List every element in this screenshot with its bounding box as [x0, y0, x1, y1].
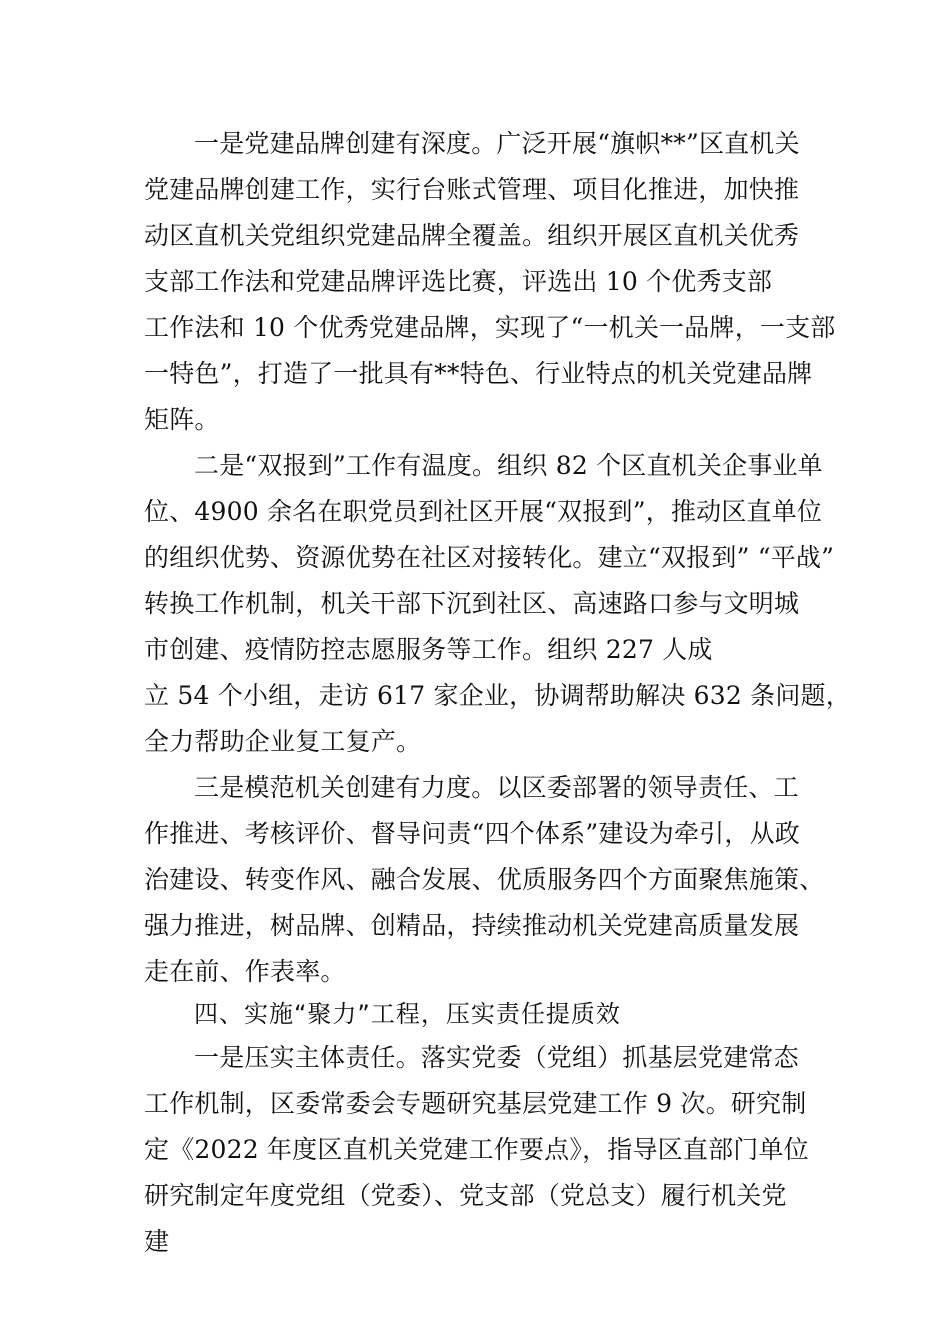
paragraph-3-line-1: 三是模范机关创建有力度。以区委部署的领导责任、工 [194, 773, 799, 802]
section-heading: 四、实施“聚力”工程，压实责任提质效 [194, 1000, 621, 1028]
paragraph-5-line-5: 建 [144, 1227, 170, 1256]
paragraph-1-line-4: 支部工作法和党建品牌评选比赛，评选出 10 个优秀支部 [144, 267, 773, 296]
paragraph-3-line-4: 强力推进，树品牌、创精品，持续推动机关党建高质量发展 [144, 911, 800, 940]
paragraph-2-line-3: 的组织优势、资源优势在社区对接转化。建立“双报到” “平战” [144, 543, 835, 572]
paragraph-2-line-6: 立 54 个小组，走访 617 家企业，协调帮助解决 632 条问题， [144, 681, 851, 710]
paragraph-5-line-4: 研究制定年度党组（党委）、党支部（党总支）履行机关党 [144, 1181, 787, 1210]
paragraph-3-line-5: 走在前、作表率。 [144, 957, 346, 986]
paragraph-3-line-2: 作推进、考核评价、督导问责“四个体系”建设为牵引，从政 [144, 819, 800, 848]
paragraph-2-line-7: 全力帮助企业复工复产。 [144, 727, 422, 756]
paragraph-2-line-4: 转换工作机制，机关干部下沉到社区、高速路口参与文明城 [144, 589, 800, 618]
paragraph-3-line-3: 治建设、转变作风、融合发展、优质服务四个方面聚焦施策、 [144, 865, 825, 894]
paragraph-5-line-3: 定《2022 年度区直机关党建工作要点》，指导区直部门单位 [144, 1135, 809, 1164]
paragraph-1-line-3: 动区直机关党组织党建品牌全覆盖。组织开展区直机关优秀 [144, 221, 800, 250]
paragraph-1-line-2: 党建品牌创建工作，实行台账式管理、项目化推进，加快推 [144, 175, 800, 204]
paragraph-2-line-1: 二是“双报到”工作有温度。组织 82 个区直机关企事业单 [194, 451, 823, 480]
paragraph-1-line-7: 矩阵。 [144, 405, 220, 434]
paragraph-1-line-5: 工作法和 10 个优秀党建品牌，实现了“一机关一品牌，一支部 [144, 313, 836, 342]
paragraph-1-line-1: 一是党建品牌创建有深度。广泛开展“旗帜**”区直机关 [194, 129, 800, 158]
paragraph-5-line-1: 一是压实主体责任。落实党委（党组）抓基层党建常态 [194, 1043, 799, 1072]
paragraph-2-line-5: 市创建、疫情防控志愿服务等工作。组织 227 人成 [144, 635, 713, 664]
paragraph-5-line-2: 工作机制，区委常委会专题研究基层党建工作 9 次。研究制 [144, 1089, 807, 1118]
paragraph-2-line-2: 位、4900 余名在职党员到社区开展“双报到”，推动区直单位 [144, 497, 823, 526]
paragraph-1-line-6: 一特色”，打造了一批具有**特色、行业特点的机关党建品牌 [144, 359, 813, 388]
